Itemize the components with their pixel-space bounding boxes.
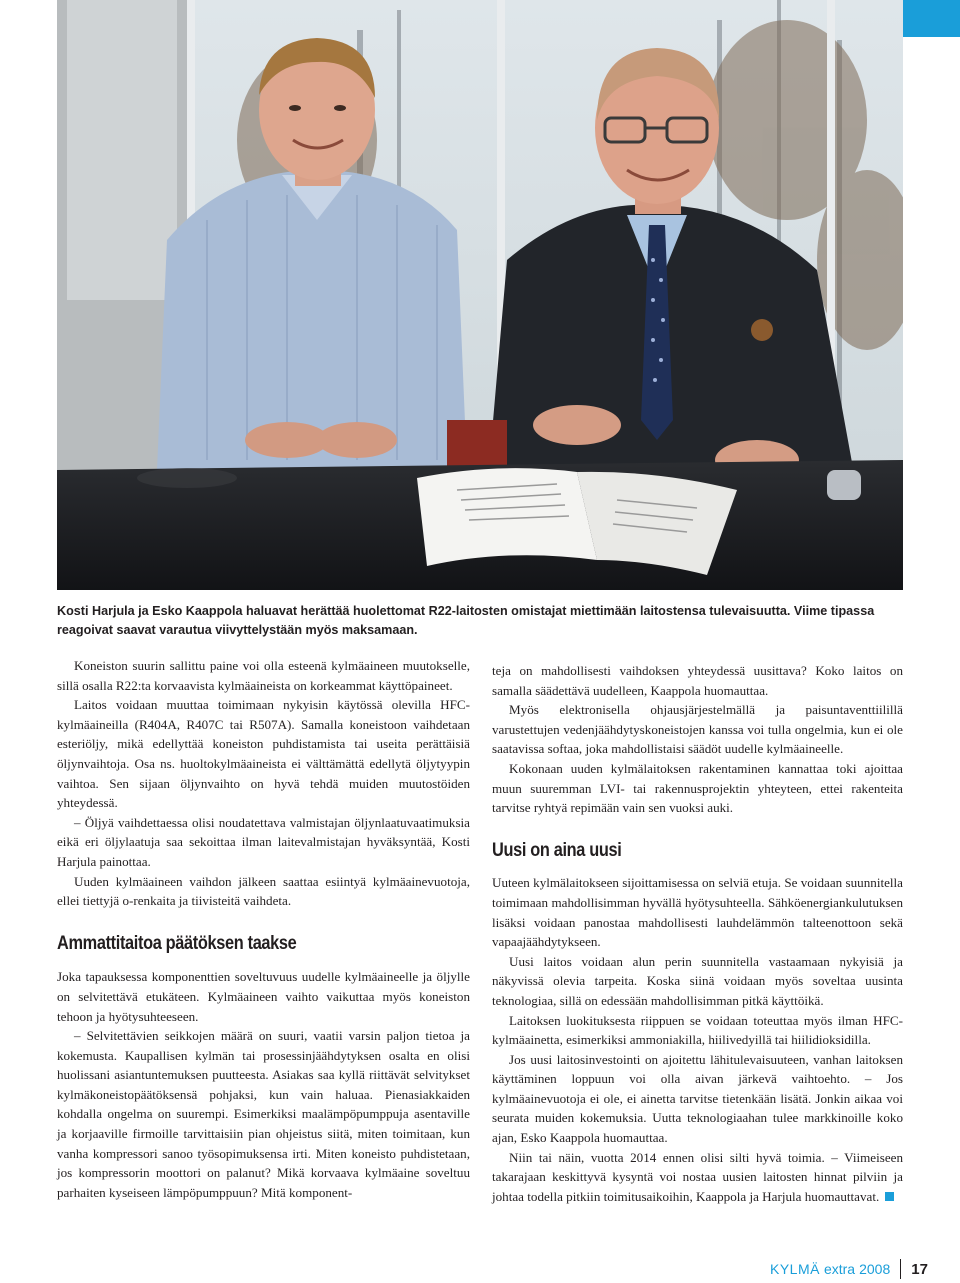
paragraph: Jos uusi laitosinvestointi on ajoitettu lähitulevaisuuteen, vanhan laitoksen käyttäminen loppuun voi olla aivan järkevä vaihtoehto. – Jos kylmäainevuotoja ei ole, ei ainetta tarvitse tietenkään lisätä. Jonkin aikaa voi seurata muiden kokemuksia. Uutta teknologiaahan tulee markkinoille koko ajan, Esko Kaappola huomauttaa. (492, 1051, 903, 1146)
paragraph: – Öljyä vaihdettaessa olisi noudatettava valmistajan öljynlaatuvaatimuksia eikä eri öljylaatuja saa sekoittaa ilman laitevalmistajan hyväksyntää, Kosti Harjula painottaa. (57, 814, 470, 869)
paragraph: Kokonaan uuden kylmälaitoksen rakentaminen kannattaa toki ajoittaa muun suuremman LVI- tai rakennusprojektin yhteyteen, ettei rakenteita tarvitse ryhtyä repimään vain sen vuoksi auki. (492, 760, 903, 816)
paragraph-text: Niin tai näin, vuotta 2014 ennen olisi silti hyvä toimia. – Viimeiseen takarajaan keskittyvä kysyntä voi nostaa uusien laitosten hinnat pilviin ja johtaa todella pitkiin toimitusaikoihin, Kaappola ja Harjula huomauttavat. (492, 1149, 903, 1204)
paragraph: Uuteen kylmälaitokseen sijoittamisessa on selviä etuja. Se voidaan suunnitella toimimaan mahdollisimman hyvällä hyötysuhteella. Sähköenergiankulutuksen lisäksi voidaan panostaa mahdollisesti lauhdelämmön talteenottoon sekä vapaajäähdytykseen. (492, 875, 903, 950)
magazine-name: KYLMÄ (770, 1261, 820, 1277)
paragraph: Laitoksen luokituksesta riippuen se voidaan toteuttaa myös ilman HFC-kylmäainetta, esimerkiksi ammoniakilla, hiilivedyillä tai hiilidioksidilla. (492, 1012, 903, 1048)
page-number: 17 (911, 1260, 928, 1278)
article-column-left (57, 656, 470, 1202)
article-column-right (492, 661, 903, 1206)
paragraph: Joka tapauksessa komponenttien soveltuvuus uudelle kylmäaineelle ja öljylle on selvitettävä etukäteen. Kylmäaineen vaihto vaikuttaa myös koneiston tehoon ja hyötysuhteeseen. (57, 969, 470, 1024)
article-photo (57, 0, 903, 590)
paragraph: Uusi laitos voidaan alun perin suunnitella vastaamaan nykyisiä ja näkyvissä olevia tarpeita. Koska siinä voidaan myös soveltaa uusinta teknologiaa, sillä on edessään mahdollisimman pitkä käyttöikä. (492, 953, 903, 1008)
photo-caption: Kosti Harjula ja Esko Kaappola haluavat herättää huolettomat R22-laitosten omistajat miettimään laitostensa tulevaisuutta. Viime tipassa reagoivat saavat varautua viivyttelystään myös maksamaan. (57, 604, 875, 637)
magazine-year: 2008 (859, 1261, 891, 1277)
section-subheading: Uusi on aina uusi (492, 839, 622, 861)
paragraph: Uuden kylmäaineen vaihdon jälkeen saattaa esiintyä kylmäainevuotoja, ellei tiettyjä o-renkaita ja tiivisteitä vaihdeta. (57, 873, 470, 909)
paragraph: Laitos voidaan muuttaa toimimaan nykyisin käytössä olevilla HFC-kylmäaineilla (R404A, R407C tai R507A). Samalla koneistoon vaihdetaan esteriöljy, mikä edellyttää koneiston puhdistamista tai useita perättäisiä öljynvaihtoja. Osa ns. huoltokylmäaineista ei välttämättä edellytä öljytyypin vaihtoa. Sen sijaan öljynvaihto on hyvä tehdä muiden muutostöiden yhteydessä. (57, 697, 470, 811)
photo-two-men-at-table-icon (57, 0, 903, 590)
page-footer (770, 1259, 928, 1279)
magazine-edition: extra (823, 1261, 856, 1277)
paragraph-final (492, 1148, 903, 1207)
paragraph: – Selvitettävien seikkojen määrä on suuri, vaatii varsin paljon tietoa ja kokemusta. Kaupallisen kylmän tai prosessinjäähdytyksen osalta en olisi huolissani asiantuntemuksen puutteesta. Asiakas saa kyllä riittävät selvitykset kylmäkoneistopäätöksensä pohjaksi, kun vain haluaa. Pienasiakkaiden kohdalla ongelma on suurempi. Esimerkiksi maalämpöpumppuja asentaville ja korjaaville firmoille tarvittaisiin pian ohjeistus siitä, miten toimitaan, kun vanha kompressori sanoo työsopimuksensa irti. Miten koneisto puhdistetaan, jos kompressorin moottori on palanut? Mikä korvaava kylmäaine soveltuu parhaiten kyseiseen lämpöpumppuun? Mitä komponent- (57, 1028, 470, 1200)
section-subheading: Ammattitaitoa päätöksen taakse (57, 932, 297, 954)
paragraph: Myös elektronisella ohjausjärjestelmällä ja paisuntaventtiilillä varustettujen vedenjäähdytyskoneistojen kanssa voi tulla ongelmia, kun ei ole saatavissa softaa, joka mahdollistaisi säädöt uudelle kylmäaineelle. (492, 702, 903, 757)
paragraph: Koneiston suurin sallittu paine voi olla esteenä kylmäaineen muutokselle, sillä osalla R22:ta korvaavista kylmäaineista on korkeammat käyttöpaineet. (57, 658, 470, 693)
footer-divider (900, 1259, 901, 1279)
end-mark-square-icon (885, 1192, 894, 1201)
paragraph: teja on mahdollisesti vaihdoksen yhteydessä uusittava? Koko laitos on samalla säädettävä uudelleen, Kaappola huomauttaa. (492, 663, 903, 698)
